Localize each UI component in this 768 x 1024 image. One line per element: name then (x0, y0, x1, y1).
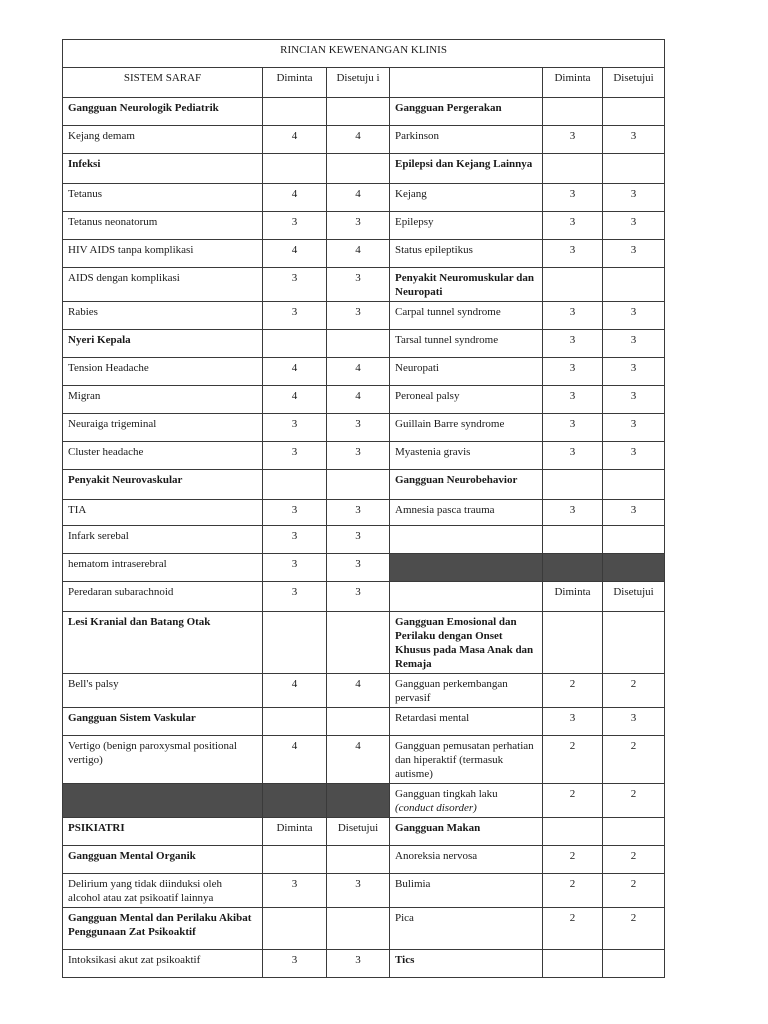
left-disetujui-value: 4 (327, 736, 390, 784)
item-text: Nyeri Kepala (68, 334, 131, 346)
item-text: PSIKIATRI (68, 822, 125, 834)
table-row (63, 582, 665, 612)
table-row (63, 874, 665, 908)
right-diminta-value: 3 (543, 302, 603, 330)
item-text: Neuraiga trigeminal (68, 418, 157, 430)
left-diminta-value: 3 (263, 526, 327, 554)
table-row (63, 500, 665, 526)
table-row (63, 386, 665, 414)
left-disetujui-value (327, 612, 390, 674)
right-diminta-value (543, 818, 603, 846)
table-row (63, 708, 665, 736)
left-item-label (63, 184, 263, 212)
table-row (63, 950, 665, 978)
right-diminta-value (543, 526, 603, 554)
table-row (63, 674, 665, 708)
left-diminta-value: 4 (263, 736, 327, 784)
left-diminta-value: 4 (263, 126, 327, 154)
right-item-label (390, 908, 543, 950)
right-disetujui-value (603, 268, 665, 302)
left-disetujui-value: 3 (327, 500, 390, 526)
left-diminta-value: Diminta (263, 818, 327, 846)
right-diminta-value (543, 950, 603, 978)
left-item-label (63, 154, 263, 184)
right-item-label (390, 212, 543, 240)
item-text: Gangguan pemusatan perhatian dan hiperaktif (termasuk autisme) (395, 740, 534, 780)
item-text: Cluster headache (68, 446, 144, 458)
item-text: Gangguan Makan (395, 822, 481, 834)
left-disetujui-value (327, 708, 390, 736)
right-diminta-value: 3 (543, 240, 603, 268)
right-disetujui-value: 3 (603, 240, 665, 268)
right-item-label (390, 240, 543, 268)
header-row (63, 68, 665, 98)
item-text: Gangguan Mental dan Perilaku Akibat Penggunaan Zat Psikoaktif (68, 912, 252, 938)
left-diminta-value (263, 612, 327, 674)
left-diminta-value: 3 (263, 554, 327, 582)
left-item-label (63, 818, 263, 846)
right-disetujui-value: 3 (603, 500, 665, 526)
item-text: Retardasi mental (395, 712, 470, 724)
item-text: Status epileptikus (395, 244, 473, 256)
left-item-label (63, 414, 263, 442)
right-disetujui-value: 2 (603, 674, 665, 708)
item-text: Gangguan Mental Organik (68, 850, 196, 862)
right-diminta-value: 3 (543, 212, 603, 240)
right-item-label (390, 386, 543, 414)
item-text: Bulimia (395, 878, 431, 890)
left-item-label (63, 674, 263, 708)
item-text: Bell's palsy (68, 678, 119, 690)
table-row (63, 612, 665, 674)
right-diminta-value: 2 (543, 874, 603, 908)
right-item-label (390, 442, 543, 470)
right-disetujui-value: 3 (603, 708, 665, 736)
right-diminta-value (543, 268, 603, 302)
table-row (63, 442, 665, 470)
table-row (63, 784, 665, 818)
left-diminta-value: 3 (263, 874, 327, 908)
item-text: Tetanus neonatorum (68, 216, 158, 228)
left-disetujui-value: 3 (327, 874, 390, 908)
table-row (63, 98, 665, 126)
table-row (63, 240, 665, 268)
right-diminta-value: 3 (543, 414, 603, 442)
table-row (63, 184, 665, 212)
right-diminta-value: 3 (543, 358, 603, 386)
right-diminta-value: 2 (543, 784, 603, 818)
right-item-label (390, 184, 543, 212)
item-text: Neuropati (395, 362, 439, 374)
right-disetujui-value: 2 (603, 736, 665, 784)
left-diminta-value (263, 708, 327, 736)
right-diminta-value (543, 612, 603, 674)
item-text: Parkinson (395, 130, 439, 142)
left-item-label (63, 470, 263, 500)
header-disetujui-right: Disetujui (603, 68, 665, 98)
right-disetujui-value: 3 (603, 184, 665, 212)
left-diminta-value: 4 (263, 240, 327, 268)
item-text: Tarsal tunnel syndrome (395, 334, 499, 346)
left-item-label (63, 908, 263, 950)
table-row (63, 846, 665, 874)
right-diminta-value: 3 (543, 442, 603, 470)
section-header-sistem-saraf: SISTEM SARAF (63, 68, 263, 98)
item-text: Migran (68, 390, 101, 402)
right-disetujui-value (603, 154, 665, 184)
right-item-label (390, 582, 543, 612)
shaded-separator-cell (263, 784, 327, 818)
item-text: Gangguan Sistem Vaskular (68, 712, 196, 724)
left-diminta-value: 3 (263, 442, 327, 470)
left-item-label (63, 612, 263, 674)
header-diminta-right: Diminta (543, 68, 603, 98)
left-item-label (63, 268, 263, 302)
left-disetujui-value (327, 846, 390, 874)
left-item-label (63, 950, 263, 978)
header-blank-right (390, 68, 543, 98)
right-disetujui-value: 3 (603, 414, 665, 442)
item-text: Rabies (68, 306, 98, 318)
right-item-label (390, 126, 543, 154)
item-text: Delirium yang tidak diinduksi oleh alcohol atau zat psikoatif lainnya (68, 878, 222, 904)
left-disetujui-value: 4 (327, 240, 390, 268)
left-item-label (63, 358, 263, 386)
item-text: Kejang (395, 188, 427, 200)
right-item-label (390, 500, 543, 526)
left-disetujui-value (327, 470, 390, 500)
right-item-label (390, 358, 543, 386)
left-diminta-value (263, 154, 327, 184)
right-disetujui-value: 3 (603, 442, 665, 470)
left-item-label (63, 708, 263, 736)
left-disetujui-value (327, 154, 390, 184)
item-text: Epilepsi dan Kejang Lainnya (395, 158, 533, 170)
right-diminta-value: 2 (543, 908, 603, 950)
right-item-label (390, 708, 543, 736)
left-diminta-value: 4 (263, 184, 327, 212)
item-text: Tics (395, 954, 415, 966)
left-diminta-value (263, 908, 327, 950)
left-disetujui-value: 4 (327, 386, 390, 414)
item-text: Gangguan perkembangan pervasif (395, 678, 508, 704)
table-row (63, 268, 665, 302)
right-item-label (390, 736, 543, 784)
right-diminta-value (543, 98, 603, 126)
item-text: Penyakit Neuromuskular dan Neuropati (395, 272, 534, 298)
header-disetujui-left: Disetuju i (327, 68, 390, 98)
right-item-label (390, 526, 543, 554)
table-row (63, 526, 665, 554)
item-text: Penyakit Neurovaskular (68, 474, 183, 486)
right-item-label (390, 414, 543, 442)
right-item-label (390, 98, 543, 126)
right-diminta-value: 3 (543, 500, 603, 526)
right-diminta-value: 3 (543, 386, 603, 414)
item-text: Kejang demam (68, 130, 135, 142)
right-disetujui-value: 3 (603, 358, 665, 386)
left-diminta-value (263, 98, 327, 126)
right-disetujui-value: 2 (603, 846, 665, 874)
item-text: Gangguan Emosional dan Perilaku dengan Onset Khusus pada Masa Anak dan Remaja (395, 616, 534, 670)
left-diminta-value (263, 470, 327, 500)
right-item-label (390, 950, 543, 978)
item-text: Infeksi (68, 158, 101, 170)
table-row (63, 154, 665, 184)
right-disetujui-value: 3 (603, 302, 665, 330)
left-disetujui-value (327, 908, 390, 950)
left-item-label (63, 330, 263, 358)
right-item-label (390, 268, 543, 302)
item-text: Amnesia pasca trauma (395, 504, 495, 516)
left-diminta-value: 3 (263, 302, 327, 330)
item-text: Lesi Kranial dan Batang Otak (68, 616, 211, 628)
left-item-label (63, 526, 263, 554)
right-diminta-value: 3 (543, 330, 603, 358)
table-body (63, 40, 665, 978)
right-disetujui-value (603, 98, 665, 126)
item-text: Epilepsy (395, 216, 434, 228)
left-item-label (63, 736, 263, 784)
table-row (63, 302, 665, 330)
left-disetujui-value: Disetujui (327, 818, 390, 846)
shaded-separator-cell (327, 784, 390, 818)
right-diminta-value: Diminta (543, 582, 603, 612)
left-disetujui-value: 4 (327, 184, 390, 212)
right-disetujui-value (603, 526, 665, 554)
left-disetujui-value (327, 98, 390, 126)
left-disetujui-value: 3 (327, 526, 390, 554)
left-item-label (63, 442, 263, 470)
title-row (63, 40, 665, 68)
right-diminta-value (543, 154, 603, 184)
right-diminta-value: 2 (543, 846, 603, 874)
left-item-label (63, 386, 263, 414)
left-disetujui-value: 3 (327, 950, 390, 978)
item-text: Infark serebal (68, 530, 129, 542)
right-item-label (390, 330, 543, 358)
item-text-italic: (conduct disorder) (395, 802, 477, 814)
left-disetujui-value: 3 (327, 582, 390, 612)
table-row (63, 470, 665, 500)
item-text: Peredaran subarachnoid (68, 586, 174, 598)
left-diminta-value: 3 (263, 268, 327, 302)
left-diminta-value: 4 (263, 674, 327, 708)
left-item-label (63, 302, 263, 330)
item-text: Pica (395, 912, 414, 924)
item-text: Vertigo (benign paroxysmal positional vertigo) (68, 740, 237, 766)
item-text: Anoreksia nervosa (395, 850, 478, 862)
table-row (63, 212, 665, 240)
item-text: Tension Headache (68, 362, 149, 374)
item-text: hematom intraserebral (68, 558, 167, 570)
shaded-separator-cell (390, 554, 543, 582)
left-disetujui-value: 3 (327, 212, 390, 240)
item-text: Gangguan Neurobehavior (395, 474, 518, 486)
left-diminta-value: 3 (263, 212, 327, 240)
right-disetujui-value (603, 818, 665, 846)
left-item-label (63, 554, 263, 582)
table-row (63, 358, 665, 386)
left-diminta-value (263, 330, 327, 358)
item-text: Intoksikasi akut zat psikoaktif (68, 954, 201, 966)
shaded-separator-cell (603, 554, 665, 582)
left-disetujui-value: 4 (327, 358, 390, 386)
right-diminta-value: 3 (543, 126, 603, 154)
item-text: TIA (68, 504, 87, 516)
right-disetujui-value: 3 (603, 126, 665, 154)
left-disetujui-value (327, 330, 390, 358)
right-diminta-value: 2 (543, 736, 603, 784)
right-diminta-value: 2 (543, 674, 603, 708)
right-disetujui-value: 3 (603, 386, 665, 414)
right-item-label (390, 784, 543, 818)
right-item-label (390, 154, 543, 184)
left-diminta-value: 3 (263, 414, 327, 442)
table-title: RINCIAN KEWENANGAN KLINIS (63, 40, 665, 68)
right-disetujui-value (603, 612, 665, 674)
left-item-label (63, 240, 263, 268)
table-row (63, 554, 665, 582)
right-disetujui-value: 2 (603, 784, 665, 818)
left-diminta-value (263, 846, 327, 874)
right-item-label (390, 470, 543, 500)
left-item-label (63, 212, 263, 240)
left-item-label (63, 500, 263, 526)
left-disetujui-value: 4 (327, 674, 390, 708)
item-text: Myastenia gravis (395, 446, 471, 458)
item-text: Carpal tunnel syndrome (395, 306, 501, 318)
left-disetujui-value: 3 (327, 554, 390, 582)
item-text: Gangguan Pergerakan (395, 102, 502, 114)
table-row (63, 414, 665, 442)
table-row (63, 908, 665, 950)
right-item-label (390, 612, 543, 674)
right-diminta-value: 3 (543, 184, 603, 212)
left-item-label (63, 874, 263, 908)
left-disetujui-value: 3 (327, 268, 390, 302)
item-text: HIV AIDS tanpa komplikasi (68, 244, 194, 256)
left-diminta-value: 3 (263, 950, 327, 978)
right-disetujui-value: 2 (603, 874, 665, 908)
left-item-label (63, 126, 263, 154)
right-disetujui-value (603, 470, 665, 500)
clinical-authority-table (62, 39, 665, 978)
right-item-label (390, 818, 543, 846)
right-item-label (390, 874, 543, 908)
table-row (63, 818, 665, 846)
shaded-separator-cell (63, 784, 263, 818)
right-item-label (390, 846, 543, 874)
left-diminta-value: 3 (263, 582, 327, 612)
item-text: Gangguan Neurologik Pediatrik (68, 102, 219, 114)
right-disetujui-value: 3 (603, 330, 665, 358)
header-diminta-left: Diminta (263, 68, 327, 98)
item-text: Peroneal palsy (395, 390, 460, 402)
table-row (63, 126, 665, 154)
left-diminta-value: 3 (263, 500, 327, 526)
left-item-label (63, 846, 263, 874)
item-text: Gangguan tingkah laku (395, 788, 498, 800)
item-text: Tetanus (68, 188, 103, 200)
right-disetujui-value (603, 950, 665, 978)
left-disetujui-value: 3 (327, 414, 390, 442)
left-disetujui-value: 3 (327, 302, 390, 330)
left-diminta-value: 4 (263, 358, 327, 386)
left-item-label (63, 98, 263, 126)
table-row (63, 736, 665, 784)
right-diminta-value: 3 (543, 708, 603, 736)
shaded-separator-cell (543, 554, 603, 582)
right-item-label (390, 302, 543, 330)
left-disetujui-value: 3 (327, 442, 390, 470)
right-diminta-value (543, 470, 603, 500)
left-diminta-value: 4 (263, 386, 327, 414)
right-disetujui-value: 3 (603, 212, 665, 240)
table-row (63, 330, 665, 358)
right-item-label (390, 674, 543, 708)
item-text: AIDS dengan komplikasi (68, 272, 180, 284)
right-disetujui-value: Disetujui (603, 582, 665, 612)
item-text: Guillain Barre syndrome (395, 418, 505, 430)
right-disetujui-value: 2 (603, 908, 665, 950)
left-item-label (63, 582, 263, 612)
left-disetujui-value: 4 (327, 126, 390, 154)
